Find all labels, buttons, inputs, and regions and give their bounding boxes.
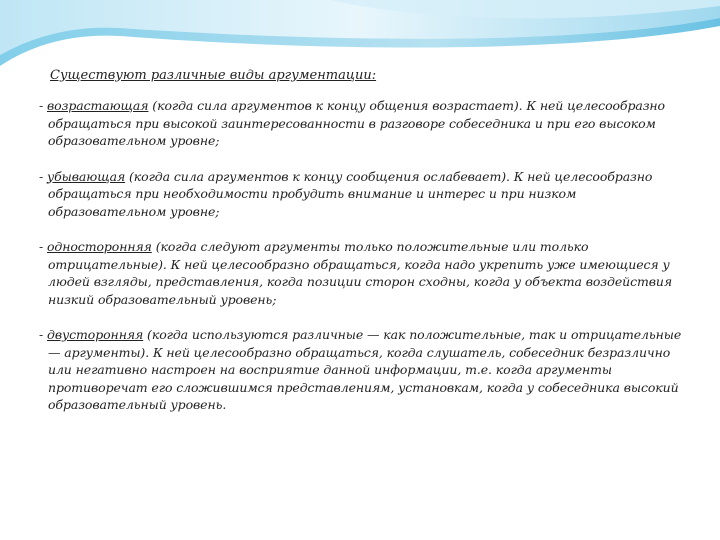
item-dash: -	[39, 168, 47, 184]
item-dash: -	[39, 327, 47, 342]
item-dash: -	[39, 239, 47, 254]
list-item	[34, 168, 694, 221]
item-text: (когда следуют аргументы только положительные или только отрицательные). К ней целесообразно обращаться, когда надо укрепить уже имеющиеся у людей взгляды, представления, когда позиции сторон сходны, когда у объекта воздействия низкий образовательный уровень;	[48, 239, 673, 307]
item-term: возрастающая	[47, 98, 149, 113]
list-item	[34, 326, 694, 414]
item-text: (когда используются различные — как положительные, так и отрицательные — аргументы). К ней целесообразно обращаться, когда слушатель, собеседник безразлично или негативно настроен на восприятие данной информации, т.е. когда аргументы противоречат его сложившимся представлениям, установкам, когда у собеседника высокий образовательный уровень.	[48, 327, 682, 412]
slide-body	[34, 68, 694, 432]
item-dash: -	[39, 98, 47, 113]
list-item	[34, 97, 694, 150]
item-term: убывающая	[47, 168, 126, 184]
item-text: (когда сила аргументов к концу сообщения ослабевает). К ней целесообразно обращаться при необходимости пробудить внимание и интерес и при низком образовательном уровне;	[48, 168, 653, 219]
item-term: односторонняя	[47, 239, 152, 254]
item-text: (когда сила аргументов к концу общения возрастает). К ней целесообразно обращаться при высокой заинтересованности в разговоре собеседника и при его высоком образовательном уровне;	[48, 98, 665, 148]
item-term: двусторонняя	[47, 327, 144, 342]
slide-heading: Существуют различные виды аргументации:	[50, 68, 377, 83]
list-item	[34, 238, 694, 308]
